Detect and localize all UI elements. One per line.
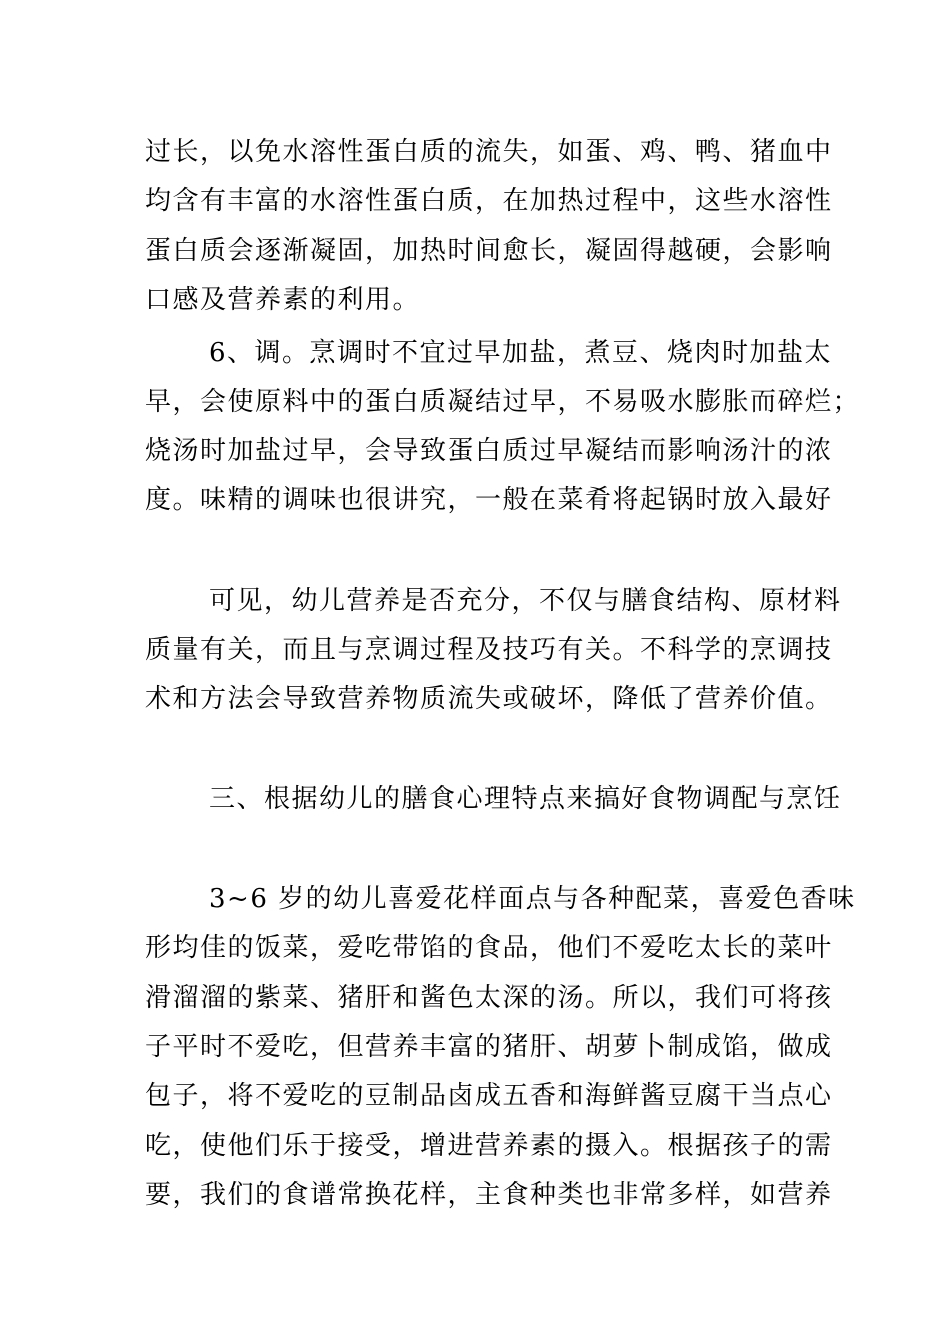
- text-line: 要，我们的食谱常换花样，主食种类也非常多样，如营养: [145, 1180, 833, 1210]
- text-line: 吃，使他们乐于接受，增进营养素的摄入。根据孩子的需: [145, 1131, 833, 1161]
- section-heading: 三、根据幼儿的膳食心理特点来搞好食物调配与烹饪: [209, 784, 842, 814]
- text-line: 度。味精的调味也很讲究，一般在菜肴将起锅时放入最好: [145, 485, 833, 515]
- text-line: 6、调。烹调时不宜过早加盐，煮豆、烧肉时加盐太: [209, 338, 833, 368]
- text-line: 蛋白质会逐渐凝固，加热时间愈长，凝固得越硬，会影响: [145, 236, 833, 266]
- text-line: 形均佳的饭菜，爱吃带馅的食品，他们不爱吃太长的菜叶: [145, 933, 833, 963]
- text-line: 口感及营养素的利用。: [145, 285, 421, 315]
- text-line: 可见，幼儿营养是否充分，不仅与膳食结构、原材料: [209, 586, 842, 616]
- text-line: 过长，以免水溶性蛋白质的流失，如蛋、鸡、鸭、猪血中: [145, 137, 833, 167]
- text-line: 滑溜溜的紫菜、猪肝和酱色太深的汤。所以，我们可将孩: [145, 983, 833, 1013]
- text-line: 3~6 岁的幼儿喜爱花样面点与各种配菜，喜爱色香味: [209, 884, 856, 914]
- text-line: 均含有丰富的水溶性蛋白质，在加热过程中，这些水溶性: [145, 186, 833, 216]
- text-line: 包子，将不爱吃的豆制品卤成五香和海鲜酱豆腐干当点心: [145, 1081, 833, 1111]
- text-line: 烧汤时加盐过早，会导致蛋白质过早凝结而影响汤汁的浓: [145, 436, 833, 466]
- text-line: 术和方法会导致营养物质流失或破坏，降低了营养价值。: [145, 684, 833, 714]
- text-line: 子平时不爱吃，但营养丰富的猪肝、胡萝卜制成馅，做成: [145, 1032, 833, 1062]
- text-line: 质量有关，而且与烹调过程及技巧有关。不科学的烹调技: [145, 635, 833, 665]
- text-line: 早，会使原料中的蛋白质凝结过早，不易吸水膨胀而碎烂；: [145, 387, 861, 417]
